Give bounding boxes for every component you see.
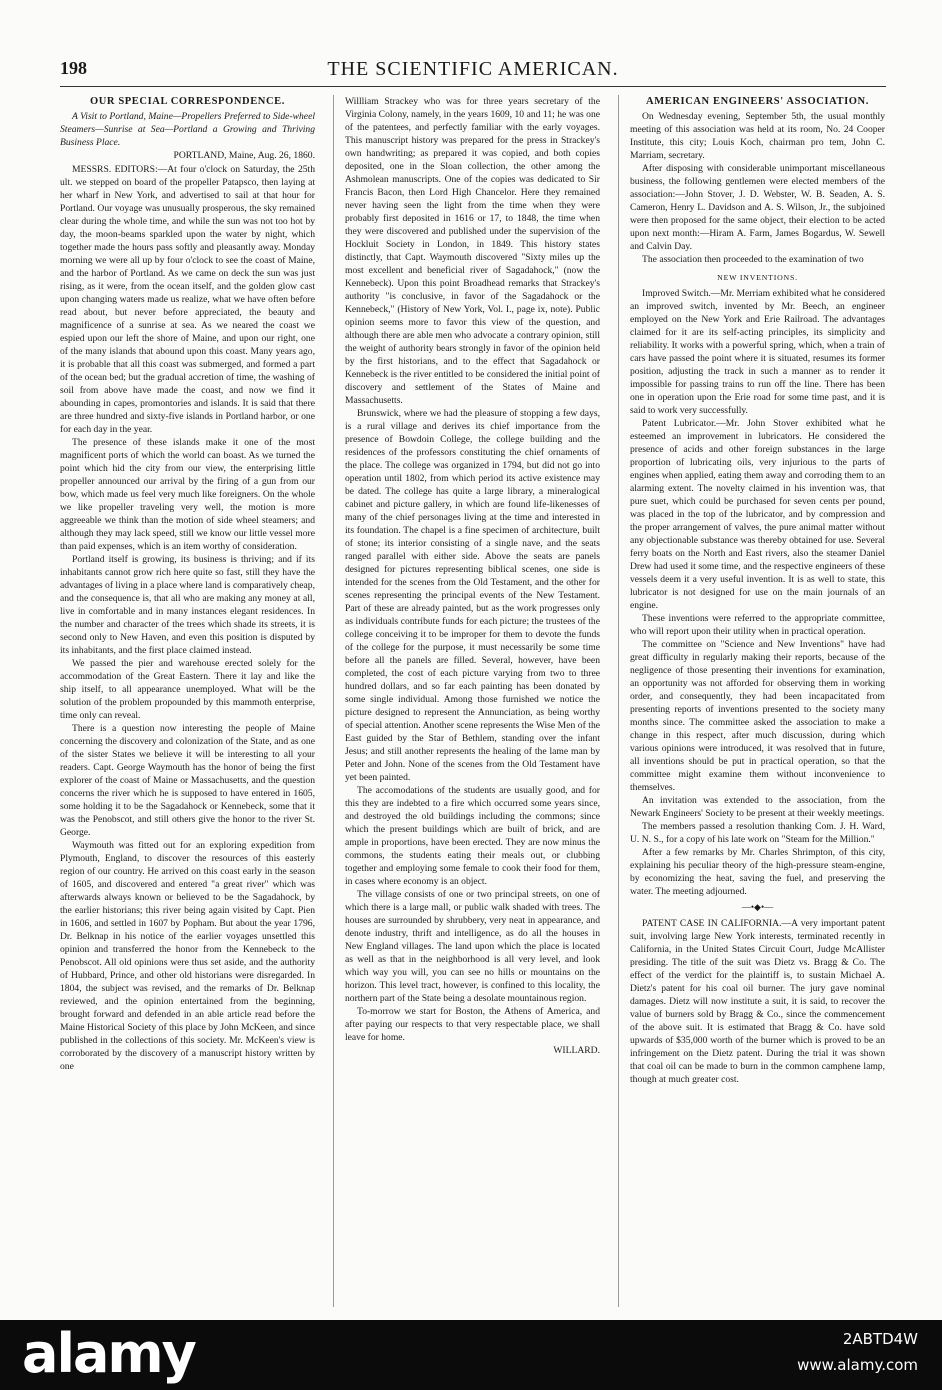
paragraph: We passed the pier and warehouse erected solely for the accommodation of the Great Eastern. There it lay and like the ship itself, to all appearance unemployed. What will be the solution of the problem propounded by this mammoth enterprise, time only can reveal. [60,658,315,721]
column-1 [60,95,315,1307]
watermark-bar [0,1320,942,1390]
paragraph: PATENT CASE IN CALIFORNIA.—A very important patent suit, involving large New York interests, terminated recently in California, in the United States Circuit Court, Judge McAllister presiding. The title of the suit was Dietz vs. Bragg & Co. The effect of the verdict for the plaintiff is, to sustain Michael A. Dietz's patent for his coal oil burner. The jury gave nominal damages. Dietz will now institute a suit, it is said, to recover the value of burners sold by Bragg & Co., since the commencement of the above suit. It is estimated that Bragg & Co. have sold upwards of $35,000 worth of the burner which is proved to be an infringement on the Dietz patent. During the trial it was shown that coal oil can be made to burn in the common camphene lamp, though at much greater cost. [630,918,885,1085]
column-divider [618,95,619,1307]
paragraph: An invitation was extended to the association, from the Newark Engineers' Society to be present at their weekly meetings. [630,795,885,819]
column-3 [630,95,885,1307]
article-dateline: PORTLAND, Maine, Aug. 26, 1860. [173,150,315,161]
paragraph: After a few remarks by Mr. Charles Shrimpton, of this city, explaining his peculiar theory of the high-pressure steam-engine, by economizing the heat, saving the fuel, and preserving the water. The meeting adjourned. [630,847,885,897]
paragraph: The accomodations of the students are usually good, and for this they are indebted to a fire which occurred some years since, and destroyed the old buildings including the commons; since which the present buildings which are built of brick, and are ample in proportions, have been erected. They are now minus the commons, the students eating their meals out, or clubbing together and employing some female to cook their food for them, in cases where economy is an object. [345,785,600,887]
column-2 [345,95,600,1307]
paragraph: There is a question now interesting the people of Maine concerning the discovery and colonization of the State, and as one of the sister States we believe it will be interesting to all your readers. Capt. George Waymouth has the honor of being the first explorer of the coast of Maine or Massachusetts, and the question concerns the river which he is supposed to have entered in 1605, some holding it to be the Sagadahock or Kennebeck, some that it was the Penobscot, and still others give the honor to the river St. George. [60,723,315,838]
paragraph: The association then proceeded to the examination of two [642,254,864,265]
paragraph: The presence of these islands make it one of the most magnificent ports of which the world can boast. As we turned the point which hid the city from our view, the enterprising little propeller announced our arrival by the firing of a gun from our bow, which made us feel very much like foreigners. On the whole we like propeller traveling very well, the motion is more aggreeable we think than the motion of side wheel steamers; and although they may lack speed, still we know our little vessel more than paid expenses, which is an item worthy of consideration. [60,437,315,552]
paragraph: Portland itself is growing, its business is thriving; and if its inhabitants cannot grow rich here quite so fast, still they have the advantages of living in a place where land is comparatively cheap, and the consequence is, that all who are making any money at all, live in comfortable and in many instances elegant residences. In the number and character of the trees which shade its streets, it is second only to New Haven, and even this position is disputed by its inhabitants, and the first place claimed instead. [60,554,315,656]
image-id: 2ABTD4W [842,1330,918,1348]
article-separator: —•◆•— [741,902,774,912]
paragraph: Brunswick, where we had the pleasure of stopping a few days, is a rural village and derives its chief importance from the presence of Bowdoin College, the college building and the residences of the professors constituting the chief ornaments of the place. The college was organized in 1794, but did not go into operation until 1802, from which period its active existence may be dated. The college has quite a large library, a mineralogical cabinet and picture gallery, in which are found life-likenesses of many of the chief personages living at the time and interested in its foundation. The chapel is a fine specimen of architecture, built of stone; its interior consisting of a single nave, and the seats ranged parallel with either side. Above the seats are panels designed for pictures representing biblical scenes, one side is intended for the scenes from the Old Testament, and the other for scenes representing the principal events of the New Testament. Part of these are already painted, but as the work progresses only as individuals contribute funds for each picture; the trustees of the college conceiving it to be improper for them to devote the funds of the college for the purpose, it must necessarily be some time before all the panels are filled. Several, however, have been completed, the cost of each picture varying from two to three hundred dollars, and so far each painting has been donated by some single individual. Among those furnished we notice the picture designed to represent the Annunciation, as being worthy of special attention. Another scene represents the Wise Men of the East guided by the Star of Bethlem, standing over the infant Jesus; and still another represents the healing of the lame man by Peter and John. None of the scenes from the Old Testament have yet been painted. [345,408,600,783]
paragraph: The members passed a resolution thanking Com. J. H. Ward, U. N. S., for a copy of his late work on "Steam for the Million." [630,821,885,845]
paragraph: On Wednesday evening, September 5th, the usual monthly meeting of this association was held at its room, No. 24 Cooper Institute, this city; Louis Koch, chairman pro tem, John C. Marriam, secretary. [630,111,885,161]
paragraph: These inventions were referred to the appropriate committee, who will report upon their utility when in practical operation. [630,613,885,637]
header-rule [60,86,886,87]
page-number: 198 [60,58,87,78]
paragraph: The village consists of one or two principal streets, on one of which there is a large mall, or public walk shaded with trees. The houses are surrounded by shrubbery, very neat in appearance, and denote industry, thrift and intelligence, as do all the houses in New England villages. The land upon which the place is located as well as that in the neighborhood is all very level, and look which way you will, you can see no hills or mountains on the horizon. This level tract, however, is confined to this locality, the northern part of the State being a desolate mountainous region. [345,889,600,1004]
site-url: www.alamy.com [797,1356,918,1374]
column-divider [333,95,334,1307]
article-title: AMERICAN ENGINEERS' ASSOCIATION. [646,96,869,107]
paragraph: The committee on "Science and New Inventions" have had great difficulty in regularly making their reports, because of the negligence of those presenting their inventions for examination, an opportunity was not afforded for observing them in working order, and consequently, they had been incapacitated from presenting reports of inventions presented to the society many months since. The committee asked the association to make a change in this respect, after much discussion, during which various opinions were introduced, it was resolved that in future, all inventions should be put in practical operation, so that the committee might examine them without inconvenience to themselves. [630,639,885,793]
paragraph: MESSRS. EDITORS:—At four o'clock on Saturday, the 25th ult. we stepped on board of the propeller Patapsco, then laying at her wharf in New York, and advertised to sail at that hour for Portland. Our voyage was unusually prosperous, the sky remained clear during the whole time, and while the sun was not too hot by day, the moon-beams sparkled upon the water by night, which together made the hours pass softly and pleasantly away. Monday morning we were all up by four o'clock to see the coast of Maine, and the harbor of Portland. As we came on deck the sun was just rising, as it were, from the ocean itself, and the golden glow cast upon changing waters made us realize, what we have often before read about, but never before appreciated, the beauty and magnificence of a sunrise at sea. As we neared the coast we espied upon our left the shore of Maine, and upon our right, one of the many islands that abound upon this coast. Many years ago, it is probable that all this coast was submerged, and formed a part of the ocean bed; but the gradual accretion of time, the washing of soil from above have made the coast, and now we find it abounding in capes, promontories and islands. It is said that there are three hundred and sixty-five islands in Portland harbor, or one for each day in the year. [60,164,315,435]
masthead-title: THE SCIENTIFIC AMERICAN. [327,58,619,80]
section-subhead: NEW INVENTIONS. [717,273,798,282]
article-subtitle: A Visit to Portland, Maine—Propellers Preferred to Side-wheel Steamers—Sunrise at Sea—Portland a Growing and Thriving Business Place. [60,111,315,148]
alamy-logo: alamy [22,1322,195,1385]
page-header [60,58,886,84]
paragraph: Improved Switch.—Mr. Merriam exhibited what he considered an improved switch, invented by Mr. Beech, an engineer employed on the New York and Erie Railroad. The advantages claimed for it are its self-acting principles, its simplicity and reliability. It works with a powerful spring, which, when a train of cars have passed the point where it is situated, resumes its former position, adjusting the track in such a manner as to render it impossible for passing trains to run off the line. There has been one in operation upon the Erie road for some time past, and it is said to work very successfully. [630,288,885,416]
paragraph: After disposing with considerable unimportant miscellaneous business, the following gentlemen were elected members of the association:—John Stover, J. D. Webster, W. B. Seaden, A. S. Cameron, Henry L. Davidson and A. S. Wilson, Jr., the subjoined were then proposed for the same object, their election to be acted upon next month:—Hiram A. Farm, James Bogardus, W. Sewell and Calvin Day. [630,163,885,252]
signature: WILLARD. [553,1045,600,1056]
paragraph: To-morrow we start for Boston, the Athens of America, and after paying our respects to that very respectable place, we shall leave for home. [345,1006,600,1043]
article-title: OUR SPECIAL CORRESPONDENCE. [89,96,286,107]
paragraph: Patent Lubricator.—Mr. John Stover exhibited what he esteemed an improvement in lubricators. He considered the presence of acids and other foreign substances in the large proportion of lubricating oils, very injurious to the parts of engines when applied, eating them away and corroding them to an alarming extent. The novelty claimed in his invention was, that pure suet, which could be purchased for seven cents per pound, was placed in the top of the lubricator, and by compression and the proper arrangement of valves, the pure animal matter without any objectionable substance was thereby obtained for use. Several ferry boats on the North and East rivers, also the steamer Daniel Drew had used it some time, and the respective engineers of these vessels deem it a very useful invention. It is as well to state, this lubricator is not designed for use on the main journals of an engine. [630,418,885,611]
paragraph: Waymouth was fitted out for an exploring expedition from Plymouth, England, to discover the resources of this easterly region of our country. He arrived on this coast early in the season of 1605, and discovered and entered "a great river" which was afterwards always known or believed to be the Sagadahock, by the earlier historians; this river being again visited by Capt. Pien in 1606, and settled in 1607 by Popham. But about the year 1796, Dr. Belknap in his notice of the earlier voyages unsettled this opinion and transferred the honor from the Kennebeck to the Penobscot. All old opinions were thus set aside, and the authority of Hubbard, Prince, and other old historians were disregarded. In 1804, the subject was revised, and the remarks of Dr. Belknap reviewed, and the opinion entertained from the beginning, brought forward and defended in an able article read before the Maine Historical Society of this place by John McKeen, and since published in the collections of this society. Mr. McKeen's view is corroborated by the discovery of a manuscript history written by one [60,840,315,1072]
paragraph: Willliam Strackey who was for three years secretary of the Virginia Colony, namely, in the years 1609, 10 and 11; he was one of the patentees, and perfectly familiar with the early voyages. This manuscript history was prepared for the press in Strackey's own handwriting; as prepared it was copied, and both copies deposited, one in the Sloan collection, the other among the Ashmolean manuscripts. One of the copies was dedicated to Sir Francis Bacon, then Lord High Chancelor. Here they remained never having seen the light from the time when they were probably first deposited in 1616 or 17, to 1848, the time when they were discovered and published under the supervision of the Hockluit Society in London, in 1849. This history states distinctly, that Capt. Waymouth discovered "Sixty miles up the most excellent and beneficial river of Sagadahock," (now the Kennebeck). Upon this point Broadhead remarks that Strackey's authority "is conclusive, in favor of the Sagadahock or the Kennebeck," (History of New York, Vol. I., page ix, note). Public opinion seems more to favor this view of the question, and although there are able men who advocate a contrary opinion, still the weight of authority bears strongly in favor of the opinion held by the first historians, and to the effect that Sagadahock or Kennebeck is the river entitled to be considered the initial point of discovery and settlement of the States of Maine and Massachusetts. [345,96,600,406]
